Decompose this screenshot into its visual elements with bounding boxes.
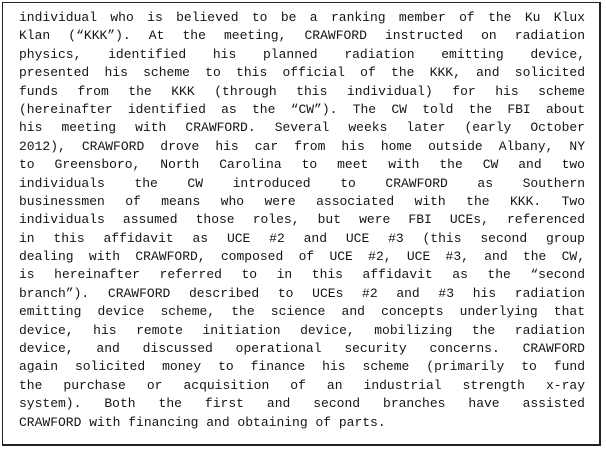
text-line: individuals the CW introduced to CRAWFORD as Southern: [19, 175, 585, 191]
text-line: (hereinafter identified as the “CW”). The CW told the FBI about: [19, 101, 585, 117]
text-line: emitting device scheme, the science and concepts underlying that: [19, 304, 585, 320]
text-line: device, and discussed operational security concerns. CRAWFORD: [19, 341, 585, 357]
text-line: again solicited money to finance his scheme (primarily to fund: [19, 359, 585, 375]
text-line: individual who is believed to be a ranking member of the Ku Klux: [19, 10, 585, 25]
text-line: physics, identified his planned radiation emitting device,: [19, 46, 585, 62]
text-line: system). Both the first and second branches have assisted: [19, 396, 585, 412]
text-line: the purchase or acquisition of an industrial strength x-ray: [19, 377, 585, 393]
text-line: businessmen of means who were associated with the KKK. Two: [19, 193, 585, 209]
text-line: device, his remote initiation device, mobilizing the radiation: [19, 322, 585, 338]
text-line: 2012), CRAWFORD drove his car from his home outside Albany, NY: [19, 138, 585, 154]
text-line: presented his scheme to this official of the KKK, and solicited: [19, 65, 585, 81]
text-line: his meeting with CRAWFORD. Several weeks later (early October: [19, 120, 585, 136]
text-line: in this affidavit as UCE #2 and UCE #3 (this second group: [19, 230, 585, 246]
text-line: is hereinafter referred to in this affidavit as the “second: [19, 267, 585, 283]
document-page: [2, 2, 601, 446]
text-line: individuals assumed those roles, but were FBI UCEs, referenced: [19, 212, 585, 228]
text-line: branch”). CRAWFORD described to UCEs #2 and #3 his radiation: [19, 285, 585, 301]
text-line: dealing with CRAWFORD, composed of UCE #2, UCE #3, and the CW,: [19, 249, 585, 265]
text-line: funds from the KKK (through this individual) for his scheme: [19, 83, 585, 99]
text-line-last: CRAWFORD with financing and obtaining of parts.: [19, 414, 386, 430]
text-line: to Greensboro, North Carolina to meet with the CW and two: [19, 157, 585, 173]
affidavit-paragraph: [19, 9, 585, 432]
text-line: Klan (“KKK”). At the meeting, CRAWFORD instructed on radiation: [19, 28, 585, 44]
